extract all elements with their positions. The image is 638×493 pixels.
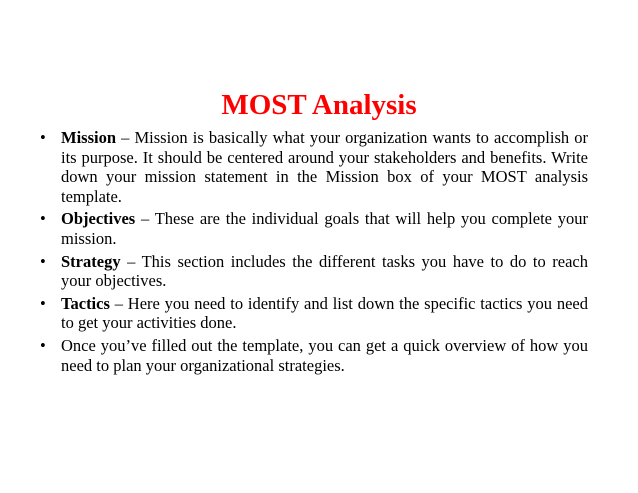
bullet-term: Tactics [61, 293, 110, 313]
bullet-dot-icon: • [40, 209, 46, 229]
bullet-list [38, 128, 588, 378]
bullet-dot-icon: • [40, 335, 46, 355]
bullet-dot-icon: • [40, 128, 46, 147]
bullet-term: Mission [61, 128, 117, 147]
bullet-term: Strategy [61, 251, 121, 271]
bullet-term: Objectives [61, 209, 136, 229]
bullet-text: – Here you need to identify and list down the specific tactics you need to get your activities done. [61, 293, 588, 333]
bullet-mission [38, 128, 588, 206]
bullet-dot-icon: • [40, 293, 46, 313]
bullet-text: – These are the individual goals that will help you complete your mission. [61, 209, 588, 248]
bullet-text: – Mission is basically what your organization wants to accomplish or its purpose. It should be centered around your stakeholders and benefits. Write down your mission statement in the Mission box of your MOST analysis template. [61, 128, 588, 206]
bullet-text: Once you’ve filled out the template, you can get a quick overview of how you need to plan your organizational strategies. [61, 335, 588, 375]
bullet-objectives [38, 209, 588, 248]
bullet-overview [38, 336, 588, 375]
slide-title: MOST Analysis [221, 89, 417, 121]
bullet-text: – This section includes the different tasks you have to do to reach your objectives. [61, 251, 588, 291]
bullet-dot-icon: • [40, 251, 46, 271]
bullet-strategy [38, 252, 588, 291]
bullet-tactics [38, 294, 588, 333]
